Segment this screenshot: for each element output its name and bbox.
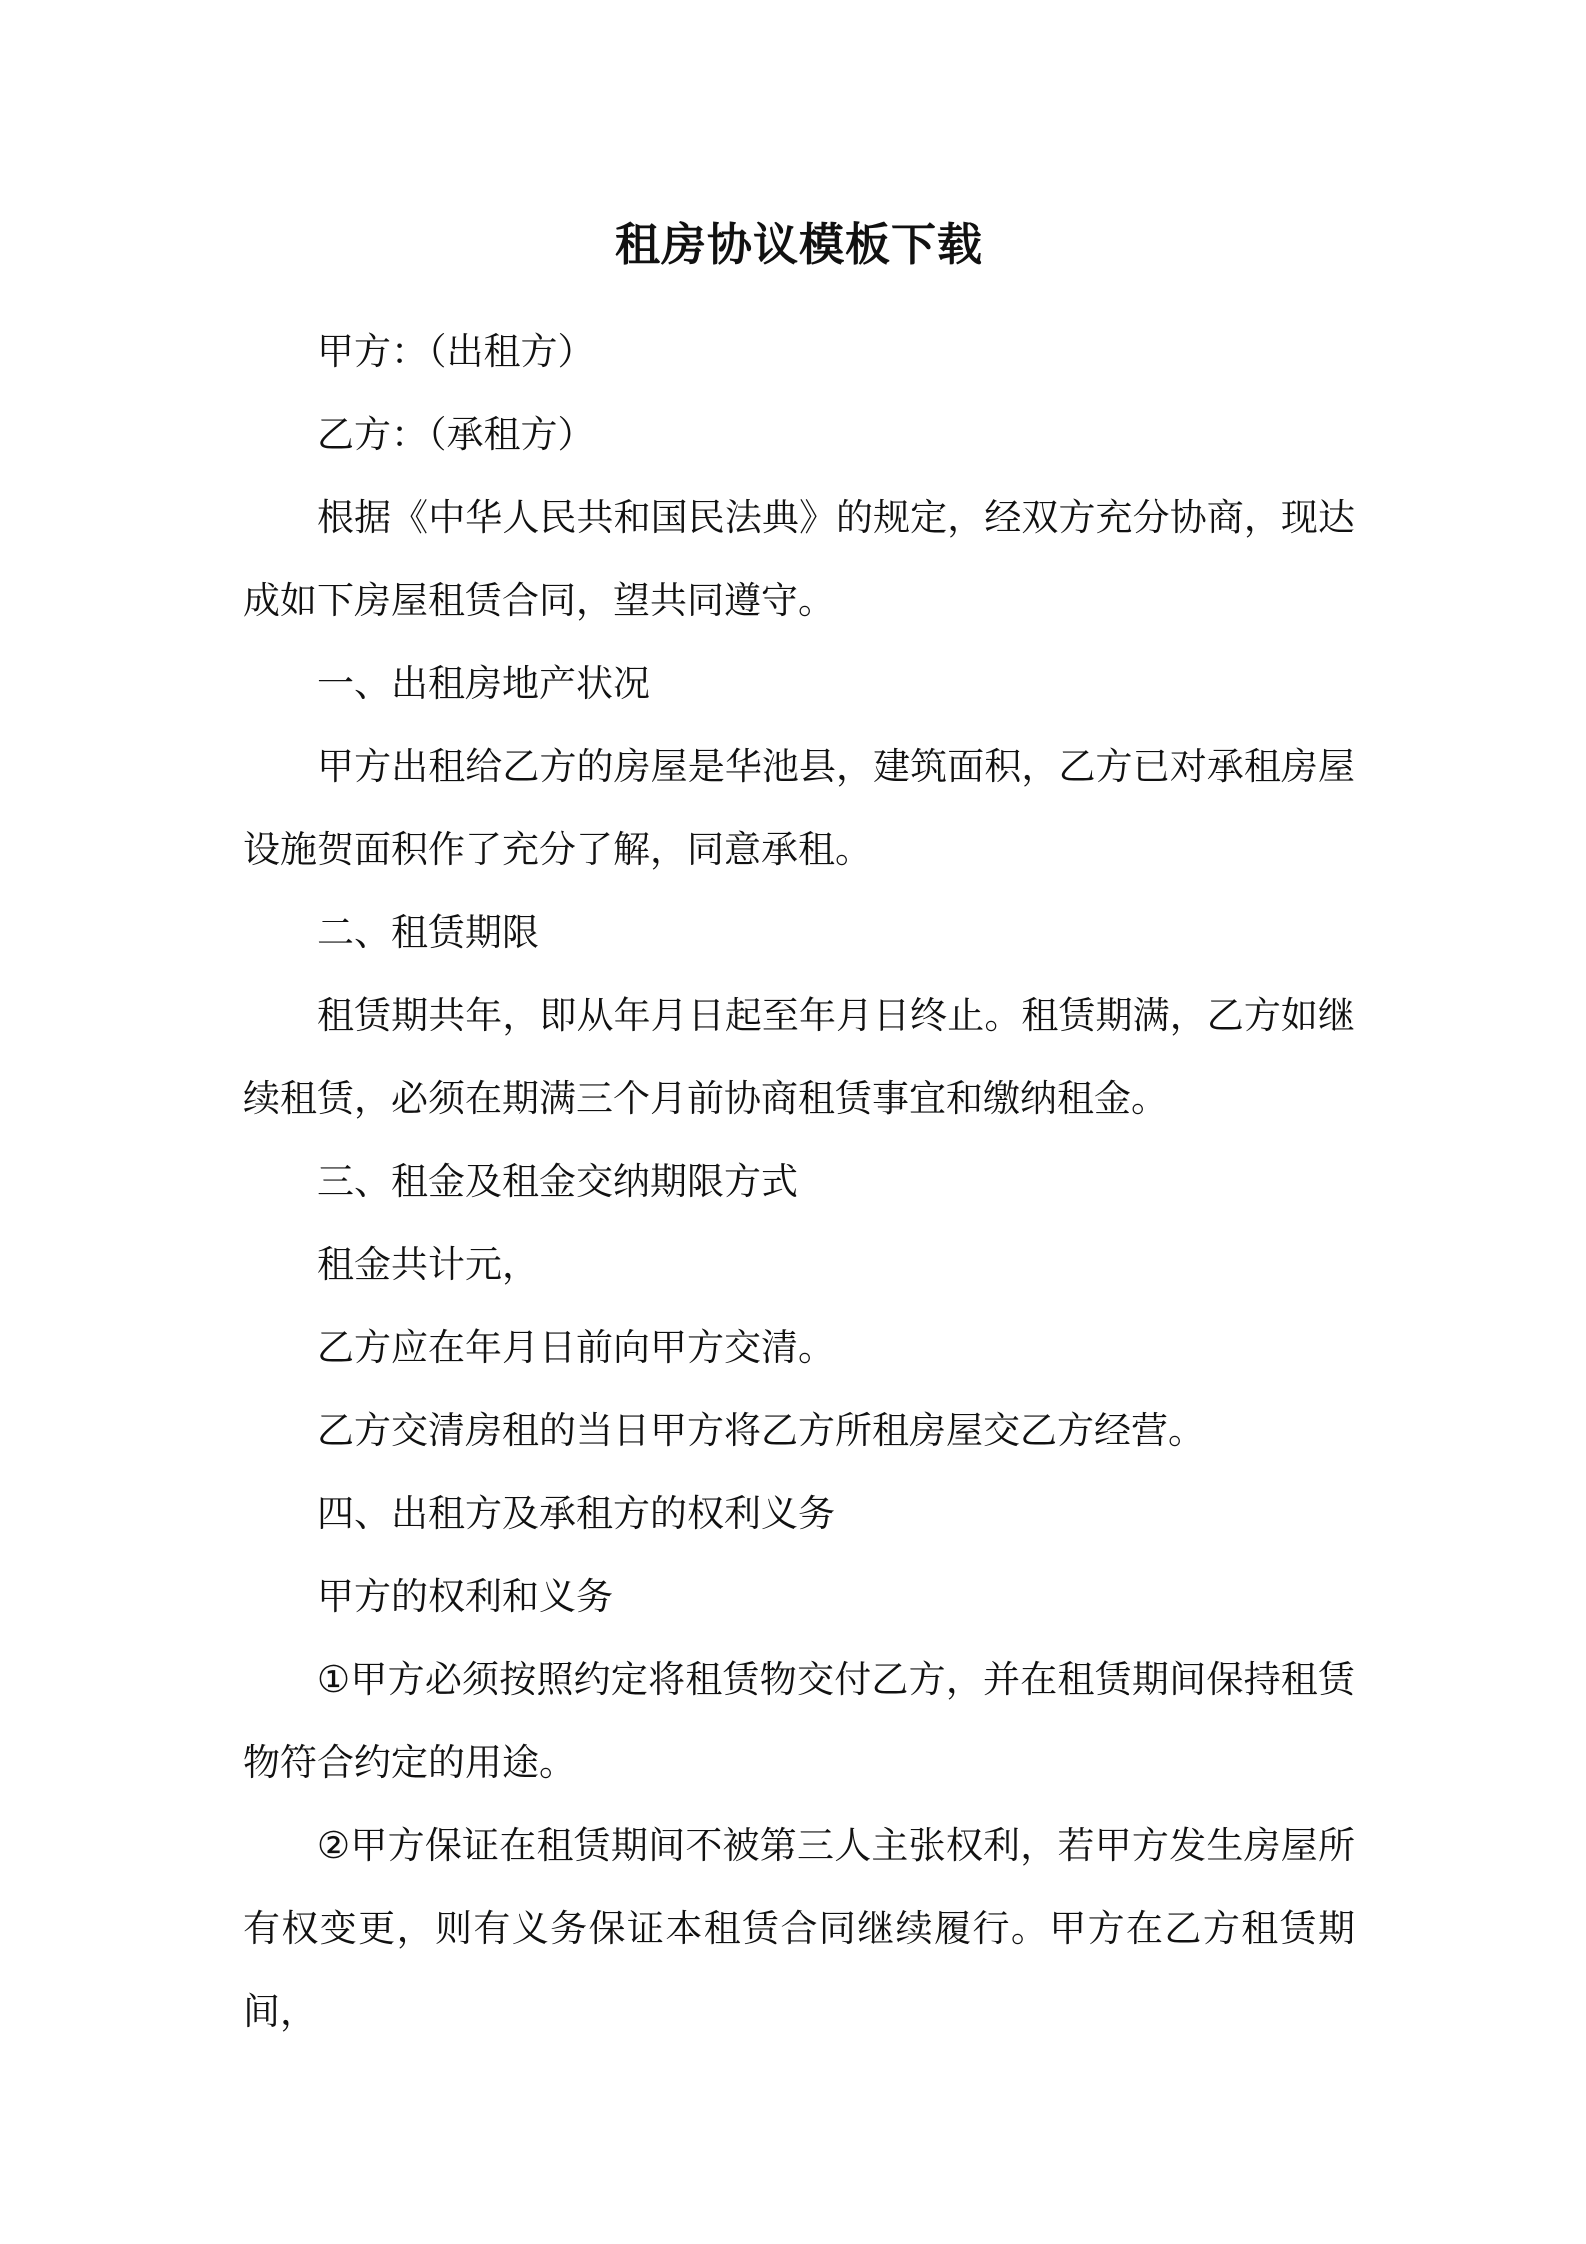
section-heading-4: 四、出租方及承租方的权利义务: [317, 1492, 835, 1535]
clause-2-paragraph: ②甲方保证在租赁期间不被第三人主张权利，若甲方发生房屋所有权变更，则有义务保证本租赁合同继续履行。甲方在乙方租赁期间，: [243, 1824, 1355, 2033]
section-heading-3: 三、租金及租金交纳期限方式: [317, 1160, 798, 1203]
party-a-line: 甲方：（出租方）: [317, 330, 595, 373]
document-title: 租房协议模板下载: [614, 218, 983, 271]
section-2-paragraph: 租赁期共年，即从年月日起至年月日终止。租赁期满，乙方如继续租赁，必须在期满三个月前协商租赁事宜和缴纳租金。: [243, 994, 1355, 1120]
clause-1-paragraph: ①甲方必须按照约定将租赁物交付乙方，并在租赁期间保持租赁物符合约定的用途。: [243, 1658, 1355, 1784]
handover-line: 乙方交清房租的当日甲方将乙方所租房屋交乙方经营。: [317, 1409, 1205, 1452]
section-1-paragraph: 甲方出租给乙方的房屋是华池县，建筑面积，乙方已对承租房屋设施贺面积作了充分了解，同意承租。: [243, 745, 1355, 871]
document-page: [243, 210, 1355, 2053]
rent-total-line: 租金共计元，: [317, 1243, 539, 1286]
preamble-paragraph: 根据《中华人民共和国民法典》的规定，经双方充分协商，现达成如下房屋租赁合同，望共同遵守。: [243, 496, 1355, 622]
subheading-party-a-rights: 甲方的权利和义务: [317, 1575, 613, 1618]
rent-due-line: 乙方应在年月日前向甲方交清。: [317, 1326, 835, 1369]
section-heading-1: 一、出租房地产状况: [317, 662, 650, 705]
section-heading-2: 二、租赁期限: [317, 911, 539, 954]
party-b-line: 乙方：（承租方）: [317, 413, 595, 456]
document-body: [243, 310, 1355, 2053]
